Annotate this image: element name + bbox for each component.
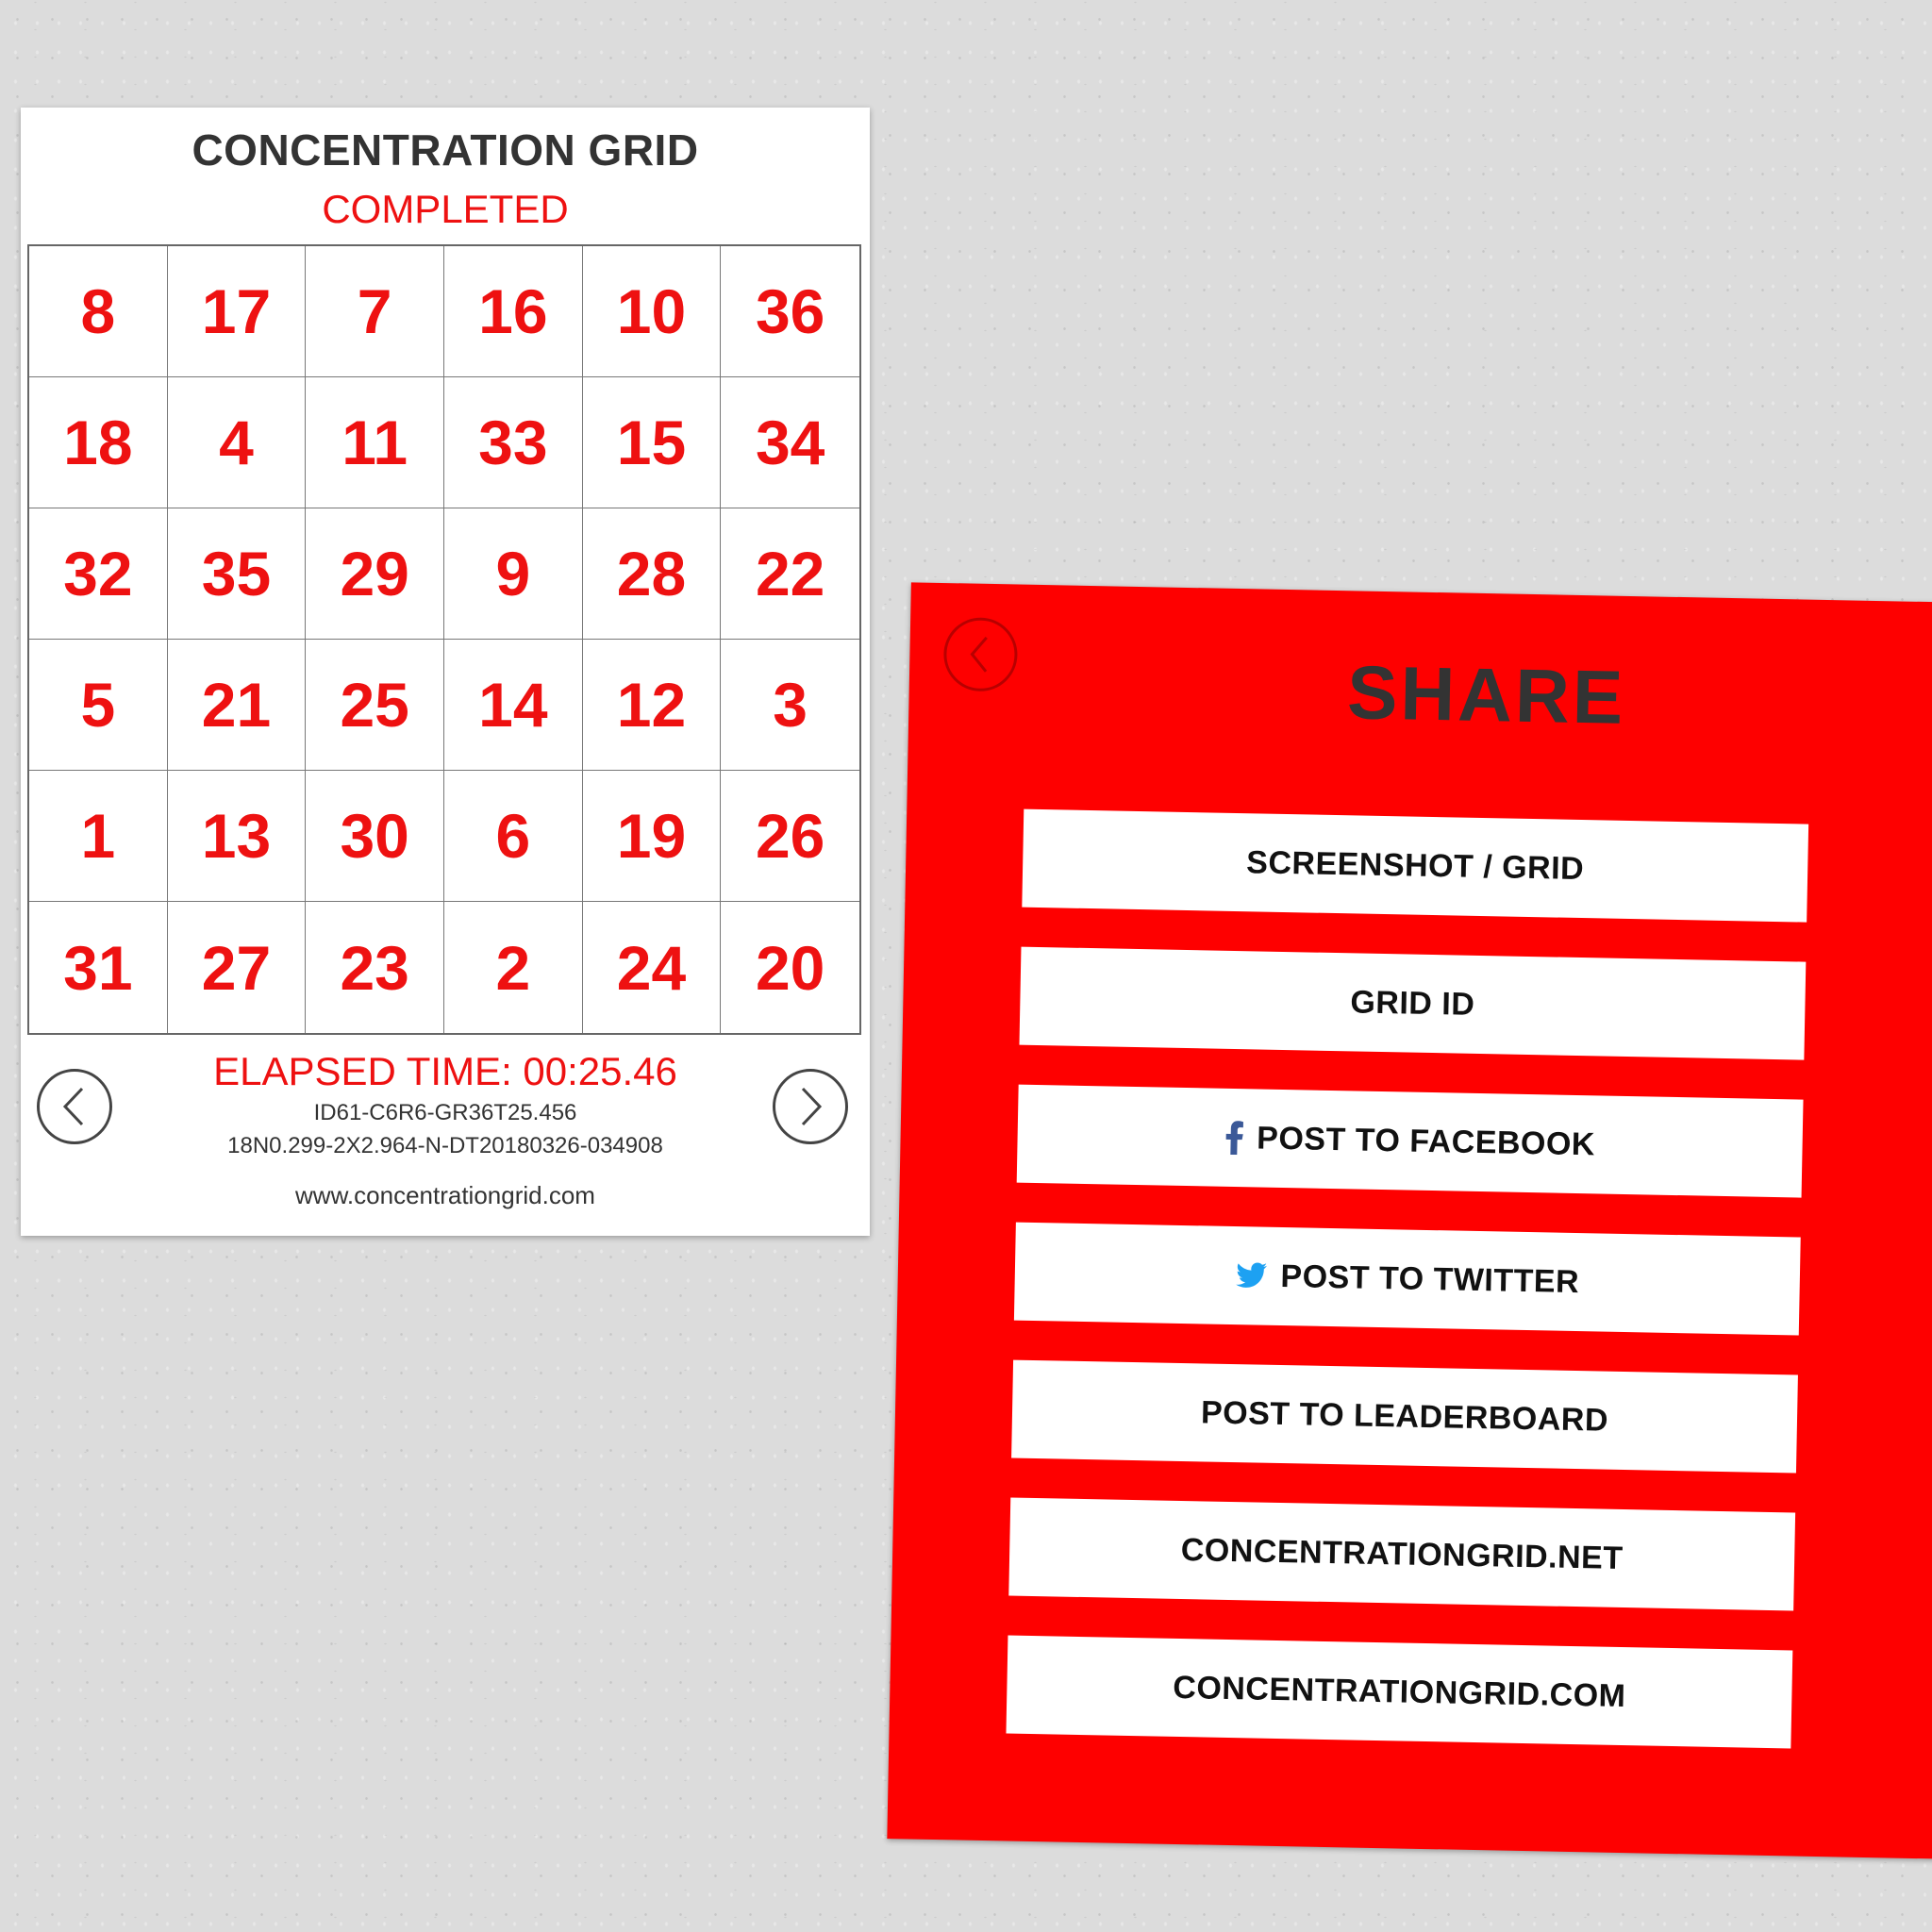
concentration-grid-card xyxy=(21,108,870,1236)
grid-cell[interactable]: 29 xyxy=(306,508,444,640)
grid-cell[interactable]: 8 xyxy=(29,246,168,377)
grid-cell[interactable]: 5 xyxy=(29,640,168,771)
post-to-twitter-button[interactable] xyxy=(1014,1223,1801,1336)
concentrationgrid-com-label: CONCENTRATIONGRID.COM xyxy=(1173,1669,1626,1714)
website-text: www.concentrationgrid.com xyxy=(295,1181,595,1209)
grid-cell[interactable]: 10 xyxy=(583,246,722,377)
grid-cell[interactable]: 13 xyxy=(168,771,307,902)
grid-status: COMPLETED xyxy=(322,187,569,231)
grid-cell[interactable]: 28 xyxy=(583,508,722,640)
concentrationgrid-net-button[interactable] xyxy=(1008,1498,1795,1611)
grid-cell[interactable]: 20 xyxy=(755,932,825,1003)
share-panel xyxy=(887,582,1932,1858)
concentrationgrid-com-button[interactable] xyxy=(1006,1636,1792,1749)
grid-cell[interactable]: 12 xyxy=(583,640,722,771)
grid-cell[interactable]: 21 xyxy=(168,640,307,771)
grid-id-code: ID61-C6R6-GR36T25.456 xyxy=(313,1100,577,1125)
grid-cell[interactable]: 9 xyxy=(444,508,583,640)
grid-cell[interactable]: 25 xyxy=(306,640,444,771)
grid-cell[interactable]: 26 xyxy=(721,771,859,902)
grid-cell[interactable]: 30 xyxy=(306,771,444,902)
screenshot-grid-label: SCREENSHOT / GRID xyxy=(1245,843,1585,887)
share-title: SHARE xyxy=(1346,650,1627,740)
grid-cell[interactable]: 6 xyxy=(444,771,583,902)
grid-cell[interactable]: 27 xyxy=(168,902,307,1033)
number-grid xyxy=(27,244,861,1035)
post-to-leaderboard-label: POST TO LEADERBOARD xyxy=(1200,1393,1609,1439)
grid-cell[interactable]: 11 xyxy=(306,377,444,508)
grid-id-label: GRID ID xyxy=(1350,983,1475,1023)
facebook-icon xyxy=(1224,1121,1244,1155)
grid-title: CONCENTRATION GRID xyxy=(192,125,699,175)
grid-cell[interactable]: 34 xyxy=(721,377,859,508)
grid-cell[interactable]: 7 xyxy=(306,246,444,377)
post-to-twitter-label: POST TO TWITTER xyxy=(1280,1257,1580,1300)
grid-cell[interactable]: 14 xyxy=(444,640,583,771)
grid-id-button[interactable] xyxy=(1019,947,1806,1060)
grid-cell[interactable]: 33 xyxy=(444,377,583,508)
grid-cell[interactable]: 36 xyxy=(721,246,859,377)
grid-cell[interactable]: 31 xyxy=(29,902,168,1033)
grid-cell[interactable]: 32 xyxy=(29,508,168,640)
grid-cell[interactable]: 3 xyxy=(721,640,859,771)
grid-cell[interactable]: 22 xyxy=(721,508,859,640)
grid-cell[interactable]: 15 xyxy=(583,377,722,508)
elapsed-time: ELAPSED TIME: 00:25.46 xyxy=(213,1049,677,1093)
grid-cell[interactable]: 35 xyxy=(168,508,307,640)
grid-detail-code: 18N0.299-2X2.964-N-DT20180326-034908 xyxy=(227,1133,663,1158)
grid-cell[interactable]: 16 xyxy=(444,246,583,377)
grid-cell[interactable]: 17 xyxy=(168,246,307,377)
post-to-leaderboard-button[interactable] xyxy=(1011,1360,1798,1474)
post-to-facebook-label: POST TO FACEBOOK xyxy=(1256,1119,1596,1162)
grid-cell[interactable]: 18 xyxy=(29,377,168,508)
screenshot-grid-button[interactable] xyxy=(1022,809,1808,923)
grid-cell[interactable]: 2 xyxy=(444,902,583,1033)
concentrationgrid-net-label: CONCENTRATIONGRID.NET xyxy=(1180,1531,1624,1576)
grid-cell[interactable]: 1 xyxy=(29,771,168,902)
grid-cell[interactable]: 4 xyxy=(168,377,307,508)
post-to-facebook-button[interactable] xyxy=(1017,1085,1804,1198)
grid-cell[interactable]: 23 xyxy=(306,902,444,1033)
grid-cell[interactable]: 24 xyxy=(583,902,722,1033)
twitter-icon xyxy=(1235,1262,1268,1290)
grid-cell[interactable]: 19 xyxy=(583,771,722,902)
